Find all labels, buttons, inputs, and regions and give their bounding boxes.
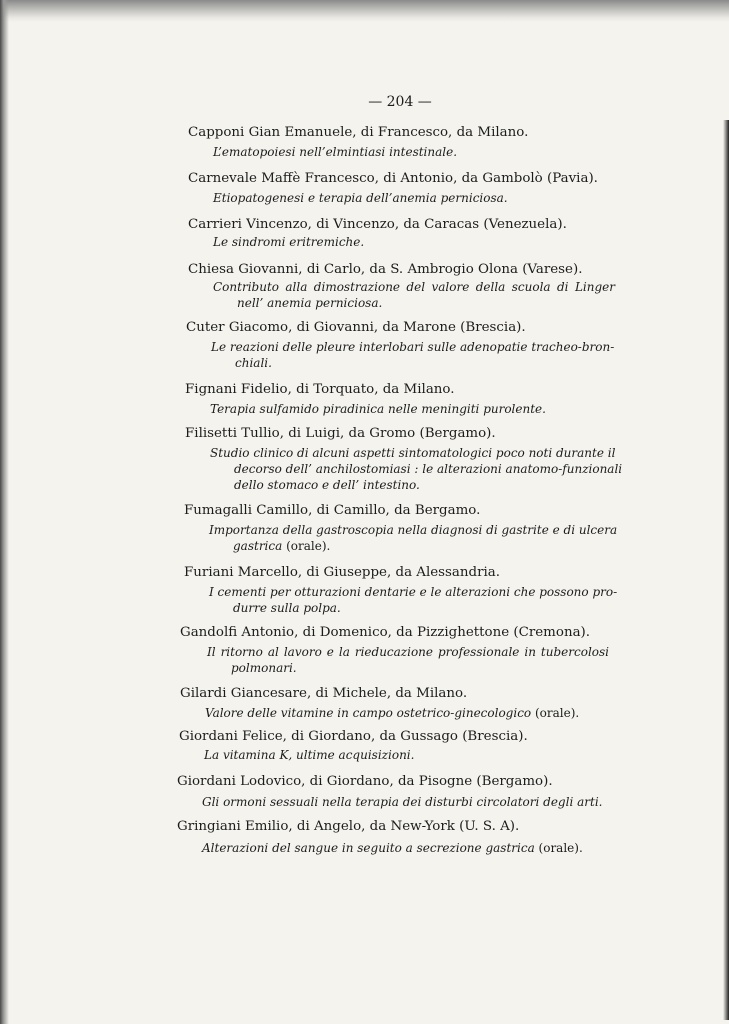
- thesis-title: [211, 339, 613, 371]
- thesis-title: [213, 279, 615, 311]
- thesis-title-line: L’ematopoiesi nell’elmintiasi intestinale.: [213, 145, 458, 159]
- author-line: Gilardi Giancesare, di Michele, da Milano.: [180, 686, 468, 701]
- author-line: Carnevale Maffè Francesco, di Antonio, da Gambolò (Pavia).: [188, 171, 598, 186]
- thesis-title-line: Il ritorno al lavoro e la rieducazione professionale in tubercolosi: [207, 645, 609, 659]
- author-line: Gandolfi Antonio, di Domenico, da Pizzighettone (Cremona).: [180, 625, 591, 640]
- thesis-title-line: I cementi per otturazioni dentarie e le alterazioni che possono pro-: [209, 585, 618, 599]
- thesis-title: [202, 794, 604, 810]
- thesis-title: [213, 190, 615, 206]
- thesis-title-line: chiali.: [235, 356, 272, 370]
- page-number: — 204 —: [368, 94, 432, 110]
- presentation-note: (orale).: [534, 841, 583, 855]
- scan-right-edge: [723, 120, 729, 1020]
- thesis-title-line: polmonari.: [231, 661, 297, 675]
- thesis-title-line: Importanza della gastroscopia nella diagnosi di gastrite e di ulcera: [209, 523, 618, 537]
- thesis-title-line: La vitamina K, ultime acquisizioni.: [204, 748, 415, 762]
- thesis-title-line: [202, 840, 604, 856]
- author-line: Chiesa Giovanni, di Carlo, da S. Ambrogio Olona (Varese).: [188, 262, 583, 277]
- thesis-title: [213, 234, 615, 250]
- thesis-title-line: [209, 538, 611, 554]
- thesis-title: [209, 522, 618, 554]
- author-line: Giordani Felice, di Giordano, da Gussago (Brescia).: [179, 729, 528, 744]
- author-line: Giordani Lodovico, di Giordano, da Pisogne (Bergamo).: [177, 774, 553, 789]
- thesis-title: [202, 840, 604, 856]
- thesis-title-line: Le reazioni delle pleure interlobari sulle adenopatie tracheo-bron-: [211, 340, 615, 354]
- presentation-note: (orale).: [531, 706, 580, 720]
- thesis-title-line: Gli ormoni sessuali nella terapia dei disturbi circolatori degli arti.: [202, 795, 603, 809]
- thesis-title-text: Alterazioni del sangue in seguito a secrezione gastrica: [202, 841, 535, 855]
- thesis-title: [209, 584, 618, 616]
- thesis-title-line: nell’ anemia perniciosa.: [237, 296, 383, 310]
- author-line: Gringiani Emilio, di Angelo, da New-York (U. S. A).: [177, 819, 520, 834]
- author-line: Fignani Fidelio, di Torquato, da Milano.: [185, 382, 455, 397]
- thesis-title-line: Terapia sulfamido piradinica nelle meningiti purolente.: [210, 402, 546, 416]
- thesis-title: [207, 644, 609, 676]
- author-line: Furiani Marcello, di Giuseppe, da Alessandria.: [184, 565, 501, 580]
- thesis-title-line: Le sindromi eritremiche.: [213, 235, 365, 249]
- thesis-title-text: gastrica: [233, 539, 283, 553]
- scan-left-edge: [0, 0, 9, 1024]
- author-line: Fumagalli Camillo, di Camillo, da Bergamo.: [184, 503, 481, 518]
- thesis-title: [210, 445, 623, 493]
- presentation-note: (orale).: [282, 539, 331, 553]
- thesis-title-line: Studio clinico di alcuni aspetti sintomatologici poco noti durante il: [210, 446, 616, 460]
- thesis-title-line: Contributo alla dimostrazione del valore della scuola di Linger: [213, 280, 615, 294]
- thesis-title: [210, 401, 612, 417]
- author-line: Capponi Gian Emanuele, di Francesco, da Milano.: [188, 125, 529, 140]
- thesis-title: [204, 747, 606, 763]
- thesis-title: [205, 705, 607, 721]
- author-line: Cuter Giacomo, di Giovanni, da Marone (Brescia).: [186, 320, 526, 335]
- author-line: Filisetti Tullio, di Luigi, da Gromo (Bergamo).: [185, 426, 496, 441]
- author-line: Carrieri Vincenzo, di Vincenzo, da Caracas (Venezuela).: [188, 217, 567, 232]
- thesis-title: [213, 144, 615, 160]
- thesis-title-line: Etiopatogenesi e terapia dell’anemia perniciosa.: [213, 191, 508, 205]
- thesis-title-line: dello stomaco e dell’ intestino.: [234, 478, 420, 492]
- thesis-title-text: Valore delle vitamine in campo ostetrico-ginecologico: [205, 706, 532, 720]
- thesis-title-line: decorso dell’ anchilostomiasi : le alterazioni anatomo-funzionali: [234, 462, 623, 476]
- thesis-title-line: [205, 705, 607, 721]
- scan-top-edge: [0, 0, 729, 22]
- thesis-title-line: durre sulla polpa.: [233, 601, 341, 615]
